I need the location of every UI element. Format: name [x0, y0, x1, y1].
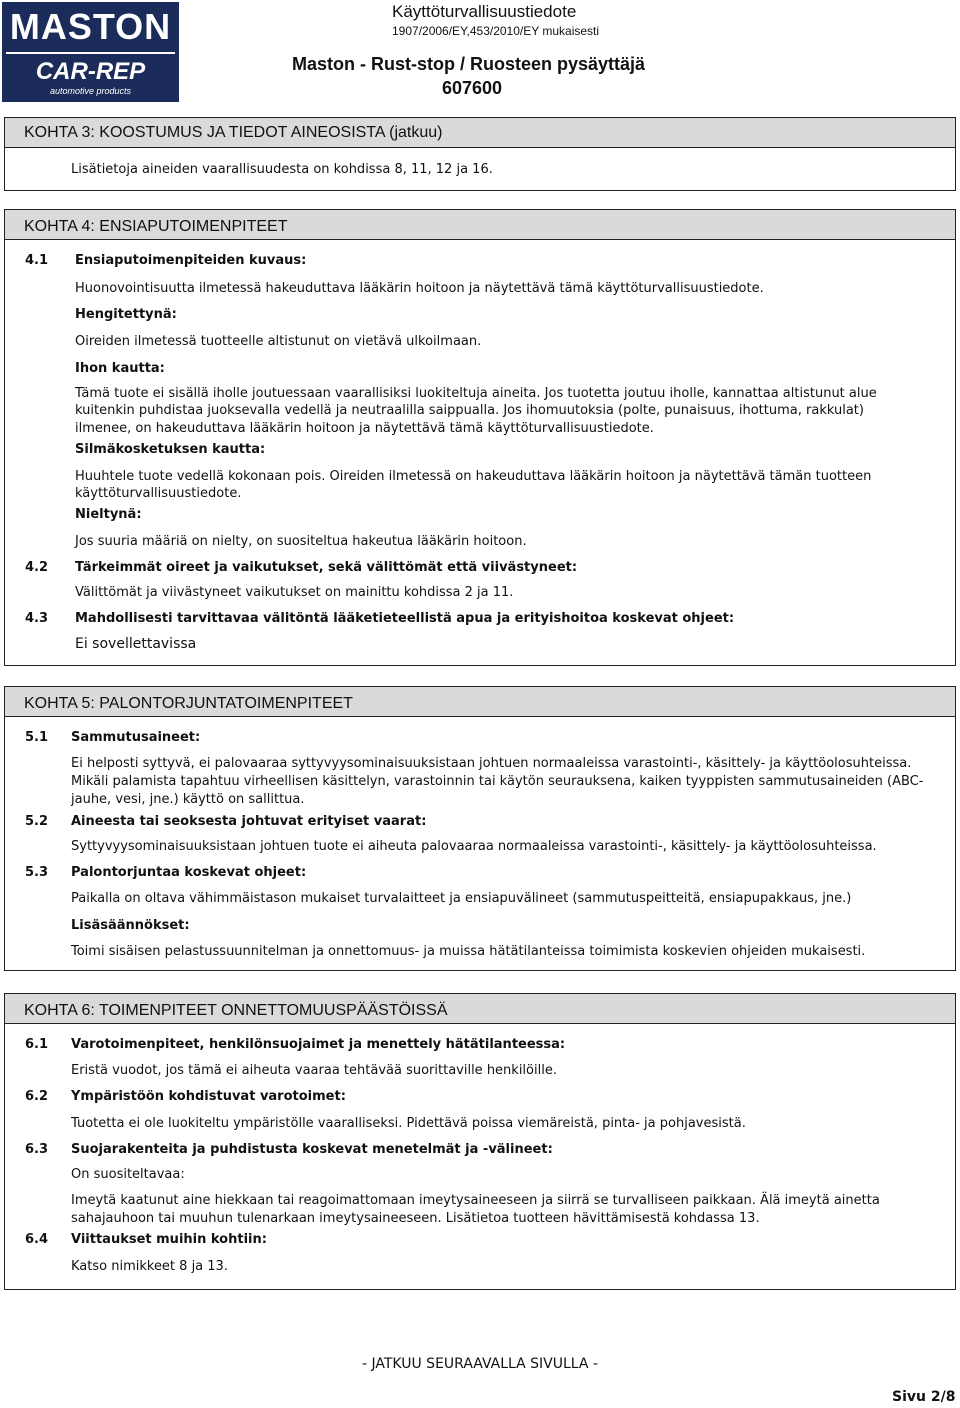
paragraph: ilmenee, on hakeuduttava lääkärin hoitoon ja näytettävä tämä käyttöturvallisuustiedote.	[75, 421, 654, 436]
paragraph: Katso nimikkeet 8 ja 13.	[71, 1259, 228, 1274]
sub-heading: Lisäsäännökset:	[71, 918, 190, 933]
maston-logo	[2, 2, 179, 102]
sub-heading: Nieltynä:	[75, 507, 142, 522]
document-title: Käyttöturvallisuustiedote	[392, 2, 577, 21]
paragraph: Oireiden ilmetessä tuotteelle altistunut on vietävä ulkoilmaan.	[75, 334, 482, 349]
subsection-heading: Sammutusaineet:	[71, 730, 201, 745]
sub-heading: Ihon kautta:	[75, 361, 165, 376]
paragraph: Toimi sisäisen pelastussuunnitelman ja onnettomuus- ja muissa hätätilanteissa toimimista koskevien ohjeiden mukaisesti.	[71, 944, 866, 959]
paragraph: On suositeltavaa:	[71, 1167, 185, 1182]
paragraph: jauhe, vesi, jne.) käyttö on sallittua.	[71, 792, 305, 807]
item-number: 6.2	[25, 1089, 49, 1104]
paragraph: sahajauhoon tai muuhun tulenarkaan imeytysaineeseen. Lisätietoa tuotteen hävittämisestä kohdassa 13.	[71, 1211, 760, 1226]
subsection-heading: Aineesta tai seoksesta johtuvat erityiset vaarat:	[71, 814, 427, 829]
paragraph: Syttyvyysominaisuuksistaan johtuen tuote ei aiheuta palovaaraa normaaleissa varastointi-, käsittely- ja käyttöolosuhteissa.	[71, 839, 877, 854]
regulation-reference: 1907/2006/EY,453/2010/EY mukaisesti	[392, 24, 600, 38]
product-code: 607600	[442, 78, 503, 98]
paragraph: Imeytä kaatunut aine hiekkaan tai reagoimattomaan imeytysaineeseen ja siirrä se turvalliseen paikkaan. Älä imeytä ainetta	[71, 1193, 880, 1208]
item-number: 4.2	[25, 560, 49, 575]
product-name: Maston - Rust-stop / Ruosteen pysäyttäjä	[292, 54, 646, 74]
subsection-heading: Mahdollisesti tarvittavaa välitöntä lääketieteellistä apua ja erityishoitoa koskevat ohjeet:	[75, 611, 735, 626]
continues-notice: - JATKUU SEURAAVALLA SIVULLA -	[362, 1356, 599, 1372]
paragraph: Huonovointisuutta ilmetessä hakeuduttava lääkärin hoitoon ja näytettävä tämä käyttöturvallisuustiedote.	[75, 281, 764, 296]
item-number: 6.4	[25, 1232, 49, 1247]
section-4-title: KOHTA 4: ENSIAPUTOIMENPITEET	[5, 210, 955, 240]
section-6-box	[4, 993, 956, 1290]
item-number: 5.1	[25, 730, 49, 745]
subsection-heading: Suojarakenteita ja puhdistusta koskevat menetelmät ja -välineet:	[71, 1142, 553, 1157]
logo-sub-brand: CAR-REP	[35, 58, 146, 85]
item-number: 4.3	[25, 611, 49, 626]
item-number: 5.3	[25, 865, 49, 880]
paragraph: Eristä vuodot, jos tämä ei aiheuta vaaraa tehtävää suorittaville henkilöille.	[71, 1063, 557, 1078]
subsection-heading: Varotoimenpiteet, henkilönsuojaimet ja menettely hätätilanteessa:	[71, 1037, 566, 1052]
subsection-heading: Tärkeimmät oireet ja vaikutukset, sekä välittömät että viivästyneet:	[75, 560, 578, 575]
subsection-heading: Ympäristöön kohdistuvat varotoimet:	[71, 1089, 346, 1104]
section-3-box	[4, 117, 956, 191]
section-3-title: KOHTA 3: KOOSTUMUS JA TIEDOT AINEOSISTA (jatkuu)	[5, 118, 955, 148]
paragraph: Ei helposti syttyvä, ei palovaaraa syttyvyysominaisuuksistaan johtuen normaaleissa varastointi-, käsittely- ja käyttöolosuhteissa.	[71, 756, 912, 771]
section-3-text: Lisätietoja aineiden vaarallisuudesta on kohdissa 8, 11, 12 ja 16.	[71, 162, 493, 177]
logo-divider	[6, 52, 175, 54]
logo-tagline: automotive products	[49, 86, 132, 96]
paragraph: Tuotetta ei ole luokiteltu ympäristölle vaaralliseksi. Pidettävä poissa viemäreistä, pinta- ja pohjavesistä.	[71, 1116, 746, 1131]
subsection-heading: Viittaukset muihin kohtiin:	[71, 1232, 267, 1247]
subsection-heading: Ensiaputoimenpiteiden kuvaus:	[75, 253, 307, 268]
section-6-title: KOHTA 6: TOIMENPITEET ONNETTOMUUSPÄÄSTÖISSÄ	[5, 994, 955, 1024]
page-number: Sivu 2/8	[892, 1389, 956, 1405]
item-number: 6.1	[25, 1037, 49, 1052]
paragraph: Välittömät ja viivästyneet vaikutukset on mainittu kohdissa 2 ja 11.	[75, 585, 514, 600]
paragraph: Mikäli palamista tapahtuu virheellisen käsittelyn, varastoinnin tai käytön seurauksena, kaiken tyyppisten sammutusaineiden (ABC-	[71, 774, 924, 789]
paragraph: Huuhtele tuote vedellä kokonaan pois. Oireiden ilmetessä on hakeuduttava lääkärin hoitoon ja näytettävä tämän tuotteen	[75, 469, 872, 484]
logo-brand: MASTON	[9, 6, 172, 47]
subsection-heading: Palontorjuntaa koskevat ohjeet:	[71, 865, 307, 880]
section-5-title: KOHTA 5: PALONTORJUNTATOIMENPITEET	[5, 687, 955, 717]
sub-heading: Hengitettynä:	[75, 307, 177, 322]
paragraph: Ei sovellettavissa	[75, 636, 197, 652]
paragraph: Tämä tuote ei sisällä iholle joutuessaan vaarallisiksi luokiteltuja aineita. Jos tuotetta joutuu iholle, kannattaa altistunut alue	[75, 386, 877, 401]
sub-heading: Silmäkosketuksen kautta:	[75, 442, 266, 457]
item-number: 5.2	[25, 814, 49, 829]
item-number: 4.1	[25, 253, 49, 268]
paragraph: käyttöturvallisuustiedote.	[75, 486, 242, 501]
paragraph: kuitenkin puhdistaa juoksevalla vedellä ja neutraalilla saippualla. Jos ihomuutoksia (polte, punaisuus, ihottuma, rakkulat)	[75, 403, 864, 418]
paragraph: Paikalla on oltava vähimmäistason mukaiset turvalaitteet ja ensiapuvälineet (sammutuspeitteitä, ensiapupakkaus, jne.)	[71, 891, 852, 906]
section-5-box	[4, 686, 956, 971]
section-4-box	[4, 209, 956, 666]
paragraph: Jos suuria määriä on nielty, on suositeltua hakeutua lääkärin hoitoon.	[75, 534, 527, 549]
item-number: 6.3	[25, 1142, 49, 1157]
